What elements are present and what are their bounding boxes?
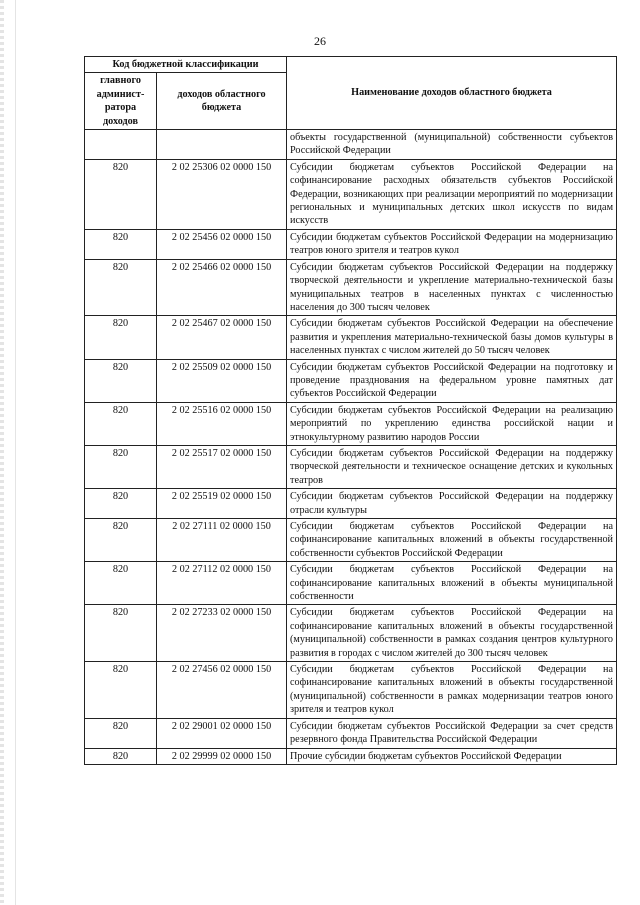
admin-code-cell: 820 [85,316,157,359]
revenue-code-cell: 2 02 25467 02 0000 150 [157,316,287,359]
admin-code-cell: 820 [85,359,157,402]
table-row [85,748,617,764]
revenue-name-cell: Субсидии бюджетам субъектов Российской Федерации на реализацию мероприятий по укреплению единства российской нации и этнокультурному развитию народов России [287,402,617,445]
table-row [85,402,617,445]
admin-code-cell: 820 [85,562,157,605]
admin-code-cell: 820 [85,718,157,748]
scan-line [15,0,16,905]
table-row [85,159,617,229]
table-row [85,489,617,519]
revenue-name-cell: Субсидии бюджетам субъектов Российской Федерации за счет средств резервного фонда Правительства Российской Федерации [287,718,617,748]
revenue-name-cell: объекты государственной (муниципальной) собственности субъектов Российской Федерации [287,130,617,160]
header-chief-administrator: главного админист-ратора доходов [85,73,157,130]
revenue-code-cell: 2 02 25466 02 0000 150 [157,259,287,316]
revenue-code-cell: 2 02 25509 02 0000 150 [157,359,287,402]
revenue-name-cell: Субсидии бюджетам субъектов Российской Федерации на поддержку отрасли культуры [287,489,617,519]
revenue-name-cell: Субсидии бюджетам субъектов Российской Федерации на обеспечение развития и укрепления материально-технической базы домов культуры в населенных пунктах с числом жителей до 50 тысяч человек [287,316,617,359]
revenue-name-cell: Субсидии бюджетам субъектов Российской Федерации на подготовку и проведение празднования на федеральном уровне памятных дат субъектов Российской Федерации [287,359,617,402]
table-row [85,605,617,662]
scan-edge [0,0,4,905]
revenue-code-cell [157,130,287,160]
table-row [85,562,617,605]
table-row [85,662,617,719]
revenue-code-cell: 2 02 27111 02 0000 150 [157,519,287,562]
table-row [85,718,617,748]
table-row [85,316,617,359]
header-revenue-code: доходов областного бюджета [157,73,287,130]
header-revenue-name: Наименование доходов областного бюджета [287,57,617,130]
admin-code-cell: 820 [85,605,157,662]
revenue-name-cell: Субсидии бюджетам субъектов Российской Федерации на софинансирование капитальных вложений в объекты государственной (муниципальной) собственности в рамках создания центров культурного развития в городах с числом жителей до 300 тысяч человек [287,605,617,662]
revenue-name-cell: Субсидии бюджетам субъектов Российской Федерации на софинансирование капитальных вложений в объекты государственной собственности субъектов Российской Федерации [287,519,617,562]
revenue-code-cell: 2 02 25306 02 0000 150 [157,159,287,229]
revenue-code-cell: 2 02 27112 02 0000 150 [157,562,287,605]
admin-code-cell: 820 [85,402,157,445]
admin-code-cell: 820 [85,159,157,229]
admin-code-cell: 820 [85,489,157,519]
revenue-name-cell: Субсидии бюджетам субъектов Российской Федерации на софинансирование капитальных вложений в объекты государственной (муниципальной) собственности в рамках модернизации театров юного зрителя и театров кукол [287,662,617,719]
revenue-code-cell: 2 02 27233 02 0000 150 [157,605,287,662]
revenue-code-cell: 2 02 25456 02 0000 150 [157,229,287,259]
revenue-name-cell: Субсидии бюджетам субъектов Российской Федерации на софинансирование капитальных вложений в объекты муниципальной собственности [287,562,617,605]
admin-code-cell [85,130,157,160]
admin-code-cell: 820 [85,662,157,719]
header-budget-classification-code: Код бюджетной классификации [85,57,287,73]
revenue-name-cell: Субсидии бюджетам субъектов Российской Федерации на модернизацию театров юного зрителя и театров кукол [287,229,617,259]
table-row [85,359,617,402]
admin-code-cell: 820 [85,259,157,316]
revenue-code-cell: 2 02 29001 02 0000 150 [157,718,287,748]
admin-code-cell: 820 [85,445,157,488]
budget-classification-table [84,56,617,765]
admin-code-cell: 820 [85,229,157,259]
table-row [85,445,617,488]
revenue-code-cell: 2 02 25519 02 0000 150 [157,489,287,519]
revenue-name-cell: Прочие субсидии бюджетам субъектов Российской Федерации [287,748,617,764]
revenue-code-cell: 2 02 25516 02 0000 150 [157,402,287,445]
table-row [85,259,617,316]
revenue-name-cell: Субсидии бюджетам субъектов Российской Федерации на поддержку творческой деятельности и укрепление материально-технической базы муниципальных театров в населенных пунктах с численностью населения до 300 тысяч человек [287,259,617,316]
revenue-code-cell: 2 02 29999 02 0000 150 [157,748,287,764]
table-row [85,229,617,259]
revenue-name-cell: Субсидии бюджетам субъектов Российской Федерации на поддержку творческой деятельности и техническое оснащение детских и кукольных театров [287,445,617,488]
table-row [85,519,617,562]
revenue-code-cell: 2 02 27456 02 0000 150 [157,662,287,719]
revenue-name-cell: Субсидии бюджетам субъектов Российской Федерации на софинансирование расходных обязательств субъектов Российской Федерации, возникающих при реализации мероприятий по модернизации региональных и муниципальных детских школ искусств по видам искусств [287,159,617,229]
table-row [85,130,617,160]
revenue-code-cell: 2 02 25517 02 0000 150 [157,445,287,488]
admin-code-cell: 820 [85,519,157,562]
page-number: 26 [314,34,326,48]
admin-code-cell: 820 [85,748,157,764]
